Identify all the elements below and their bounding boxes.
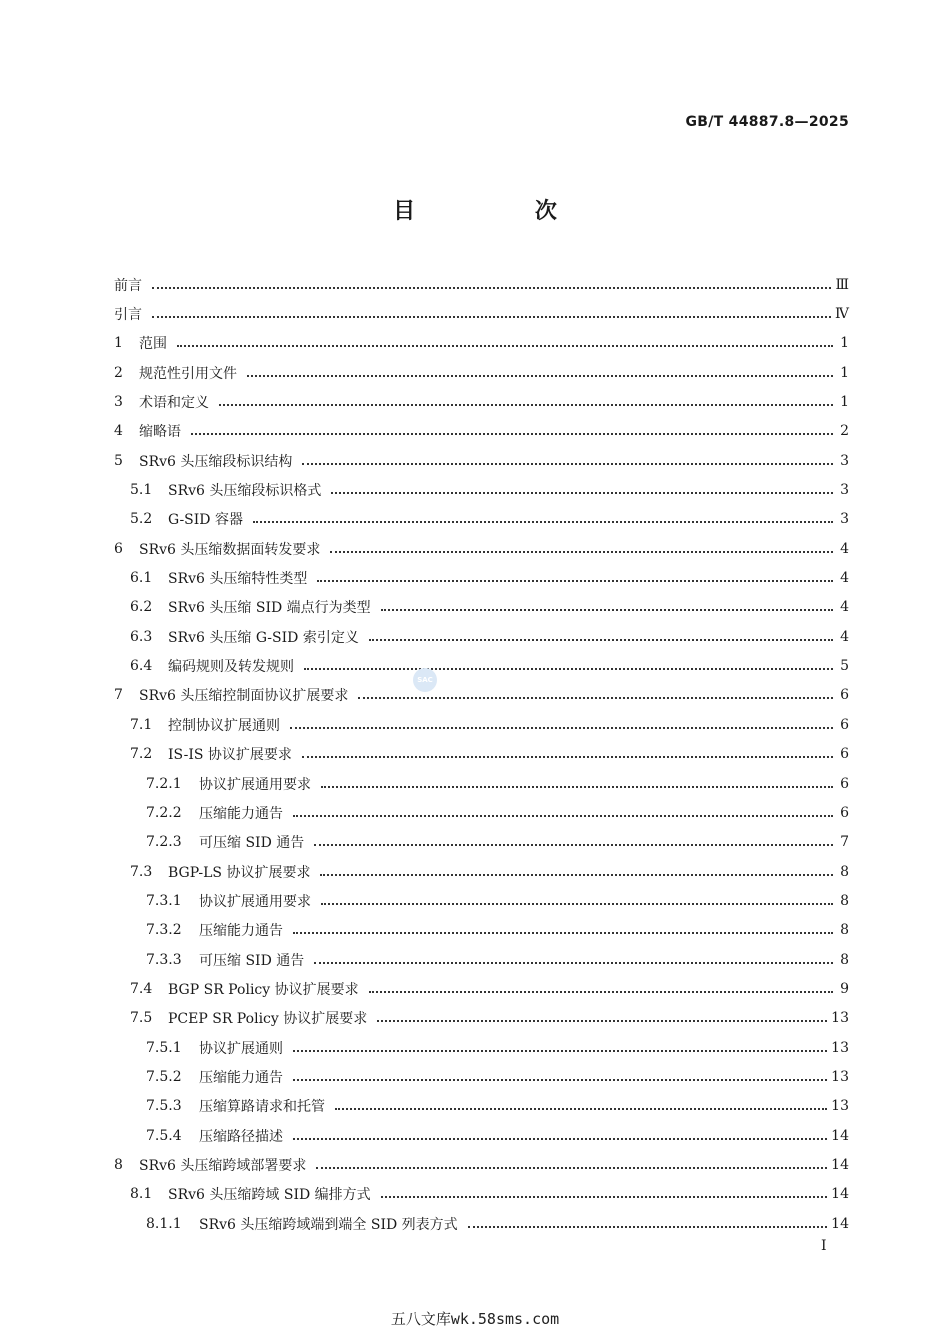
toc-entry[interactable] xyxy=(114,593,849,622)
toc-entry[interactable] xyxy=(114,1092,849,1121)
footer-source: 五八文库wk.58sms.com xyxy=(390,1310,560,1328)
toc-entry-page: 2 xyxy=(840,423,849,440)
toc-entry-number: 6.4 xyxy=(130,658,153,675)
standard-number: GB/T 44887.8—2025 xyxy=(685,114,849,130)
toc-entry-label: 协议扩展通用要求 xyxy=(199,776,311,793)
dot-leader xyxy=(321,903,833,905)
toc-entry-page: 13 xyxy=(831,1068,849,1085)
toc-entry-label: 控制协议扩展通则 xyxy=(168,717,280,734)
toc-entry-page: 3 xyxy=(840,511,849,528)
page-title: 目 次 xyxy=(393,199,613,224)
toc-entry-page: 4 xyxy=(840,628,849,645)
toc-entry[interactable] xyxy=(114,974,849,1003)
toc-entry-number: 7.4 xyxy=(130,980,153,997)
dot-leader xyxy=(152,316,831,318)
toc-entry[interactable] xyxy=(114,417,849,446)
toc-entry[interactable] xyxy=(114,329,849,358)
dot-leader xyxy=(316,1167,827,1169)
toc-entry-label: SRv6 头压缩控制面协议扩展要求 xyxy=(139,688,349,705)
toc-entry[interactable] xyxy=(114,916,849,945)
toc-entry-label: IS-IS 协议扩展要求 xyxy=(168,747,292,764)
toc-entry-label: SRv6 头压缩段标识格式 xyxy=(168,483,322,500)
toc-entry-page: 9 xyxy=(840,980,849,997)
toc-entry-number: 7.5.4 xyxy=(146,1127,182,1144)
page-number: Ⅰ xyxy=(821,1238,827,1254)
dot-leader xyxy=(247,375,833,377)
toc-entry[interactable] xyxy=(114,740,849,769)
toc-entry-label: SRv6 头压缩跨域部署要求 xyxy=(139,1157,307,1174)
toc-entry[interactable] xyxy=(114,1062,849,1091)
dot-leader xyxy=(293,1079,827,1081)
toc-entry-page: Ⅲ xyxy=(835,276,849,293)
toc-entry-page: 4 xyxy=(840,540,849,557)
toc-entry-label: SRv6 头压缩段标识结构 xyxy=(139,453,293,470)
dot-leader xyxy=(369,991,833,993)
toc-entry[interactable] xyxy=(114,681,849,710)
toc-entry-page: 6 xyxy=(840,687,849,704)
toc-entry[interactable] xyxy=(114,622,849,651)
toc-entry-label: SRv6 头压缩 G-SID 索引定义 xyxy=(168,629,359,646)
toc-entry[interactable] xyxy=(114,828,849,857)
toc-entry[interactable] xyxy=(114,563,849,592)
dot-leader xyxy=(253,521,833,523)
toc-entry-label: 引言 xyxy=(114,307,142,324)
dot-leader xyxy=(293,932,833,934)
toc-entry-number: 7.2.3 xyxy=(146,834,182,851)
toc-entry-number: 6 xyxy=(114,540,123,557)
toc-entry-label: G-SID 容器 xyxy=(168,512,243,529)
toc-entry-number: 7.2.2 xyxy=(146,804,182,821)
dot-leader xyxy=(293,1138,827,1140)
toc-entry-label: SRv6 头压缩 SID 端点行为类型 xyxy=(168,600,371,617)
dot-leader xyxy=(302,463,833,465)
toc-entry[interactable] xyxy=(114,651,849,680)
toc-entry[interactable] xyxy=(114,1004,849,1033)
toc-entry-label: 术语和定义 xyxy=(139,395,209,412)
toc-entry-number: 5 xyxy=(114,452,123,469)
dot-leader xyxy=(302,756,833,758)
dot-leader xyxy=(177,345,833,347)
toc-entry-number: 6.3 xyxy=(130,628,153,645)
toc-entry-label: SRv6 头压缩跨域端到端全 SID 列表方式 xyxy=(199,1216,458,1233)
toc-entry-page: 6 xyxy=(840,746,849,763)
dot-leader xyxy=(219,404,833,406)
toc-entry-page: 6 xyxy=(840,775,849,792)
dot-leader xyxy=(381,609,833,611)
toc-entry[interactable] xyxy=(114,387,849,416)
dot-leader xyxy=(331,492,833,494)
toc-entry-label: 前言 xyxy=(114,277,142,294)
toc-entry-label: 缩略语 xyxy=(139,424,181,441)
toc-entry[interactable] xyxy=(114,505,849,534)
toc-entry-number: 7.1 xyxy=(130,716,153,733)
toc-entry-number: 7.5.3 xyxy=(146,1098,182,1115)
toc-entry[interactable] xyxy=(114,299,849,328)
toc-entry-label: 编码规则及转发规则 xyxy=(168,659,294,676)
toc-entry[interactable] xyxy=(114,857,849,886)
toc-entry-number: 7.2.1 xyxy=(146,775,182,792)
toc-entry[interactable] xyxy=(114,534,849,563)
toc-entry-number: 7.3.1 xyxy=(146,892,182,909)
dot-leader xyxy=(314,962,833,964)
toc-entry-number: 6.1 xyxy=(130,570,153,587)
toc-entry-label: BGP-LS 协议扩展要求 xyxy=(168,864,311,881)
toc-entry-label: 协议扩展通则 xyxy=(199,1040,283,1057)
dot-leader xyxy=(321,786,833,788)
toc-entry-number: 4 xyxy=(114,423,123,440)
toc-entry-label: SRv6 头压缩数据面转发要求 xyxy=(139,541,321,558)
toc-entry-page: 1 xyxy=(840,394,849,411)
toc-entry-label: 压缩能力通告 xyxy=(199,1069,283,1086)
toc-entry-page: 14 xyxy=(831,1127,849,1144)
toc-entry-label: 规范性引用文件 xyxy=(139,365,237,382)
dot-leader xyxy=(320,874,833,876)
dot-leader xyxy=(330,551,833,553)
toc-entry-page: 13 xyxy=(831,1039,849,1056)
dot-leader xyxy=(293,1050,827,1052)
toc-entry-number: 8.1 xyxy=(130,1186,153,1203)
dot-leader xyxy=(468,1226,828,1228)
toc-entry-page: 8 xyxy=(840,892,849,909)
toc-entry-number: 7.2 xyxy=(130,746,153,763)
dot-leader xyxy=(377,1020,827,1022)
toc-entry[interactable] xyxy=(114,945,849,974)
toc-entry-label: 压缩算路请求和托管 xyxy=(199,1099,325,1116)
toc-entry-page: 1 xyxy=(840,364,849,381)
toc-entry[interactable] xyxy=(114,886,849,915)
toc-entry[interactable] xyxy=(114,1180,849,1209)
toc-entry-number: 3 xyxy=(114,394,123,411)
toc-entry-number: 7.5.1 xyxy=(146,1039,182,1056)
toc-entry-number: 8 xyxy=(114,1156,123,1173)
toc-entry-number: 7.5.2 xyxy=(146,1068,182,1085)
toc-entry-page: 13 xyxy=(831,1098,849,1115)
toc-entry-number: 7.3.2 xyxy=(146,922,182,939)
toc-entry-page: 6 xyxy=(840,716,849,733)
toc-entry-number: 8.1.1 xyxy=(146,1215,182,1232)
table-of-contents xyxy=(114,270,849,1238)
toc-entry-page: 8 xyxy=(840,863,849,880)
toc-entry-label: BGP SR Policy 协议扩展要求 xyxy=(168,981,359,998)
toc-entry-number: 1 xyxy=(114,335,123,352)
toc-entry-page: 14 xyxy=(831,1186,849,1203)
toc-entry-page: 3 xyxy=(840,452,849,469)
toc-entry-page: 5 xyxy=(840,658,849,675)
toc-entry[interactable] xyxy=(114,769,849,798)
toc-entry-page: 3 xyxy=(840,482,849,499)
toc-entry-number: 5.2 xyxy=(130,511,153,528)
toc-entry[interactable] xyxy=(114,1150,849,1179)
toc-entry-page: Ⅳ xyxy=(835,306,849,323)
toc-entry[interactable] xyxy=(114,798,849,827)
dot-leader xyxy=(317,580,833,582)
toc-entry-label: 协议扩展通用要求 xyxy=(199,893,311,910)
toc-entry-page: 7 xyxy=(840,834,849,851)
toc-entry-page: 13 xyxy=(831,1010,849,1027)
dot-leader xyxy=(290,727,833,729)
toc-entry[interactable] xyxy=(114,1121,849,1150)
toc-entry[interactable] xyxy=(114,446,849,475)
toc-entry-label: 可压缩 SID 通告 xyxy=(199,952,305,969)
toc-entry-page: 14 xyxy=(831,1215,849,1232)
toc-entry-label: 压缩路径描述 xyxy=(199,1128,283,1145)
toc-entry-label: 压缩能力通告 xyxy=(199,805,283,822)
toc-entry-page: 14 xyxy=(831,1156,849,1173)
toc-entry-label: 可压缩 SID 通告 xyxy=(199,835,305,852)
dot-leader xyxy=(369,639,833,641)
toc-entry-number: 2 xyxy=(114,364,123,381)
toc-entry-number: 5.1 xyxy=(130,482,153,499)
toc-entry[interactable] xyxy=(114,475,849,504)
dot-leader xyxy=(304,668,833,670)
dot-leader xyxy=(381,1196,828,1198)
toc-entry-label: 范围 xyxy=(139,336,167,353)
toc-entry[interactable] xyxy=(114,710,849,739)
toc-entry-number: 7 xyxy=(114,687,123,704)
toc-entry-page: 4 xyxy=(840,599,849,616)
toc-entry-page: 8 xyxy=(840,922,849,939)
toc-entry-page: 8 xyxy=(840,951,849,968)
watermark-logo: SAC xyxy=(413,668,437,692)
dot-leader xyxy=(358,697,833,699)
toc-entry-number: 7.3.3 xyxy=(146,951,182,968)
toc-entry[interactable] xyxy=(114,270,849,299)
toc-entry-number: 6.2 xyxy=(130,599,153,616)
dot-leader xyxy=(314,844,833,846)
toc-entry-label: 压缩能力通告 xyxy=(199,923,283,940)
toc-entry-page: 6 xyxy=(840,804,849,821)
toc-entry-number: 7.5 xyxy=(130,1010,153,1027)
dot-leader xyxy=(335,1108,827,1110)
dot-leader xyxy=(152,287,831,289)
toc-entry-label: SRv6 头压缩跨域 SID 编排方式 xyxy=(168,1187,371,1204)
dot-leader xyxy=(191,433,833,435)
toc-entry[interactable] xyxy=(114,358,849,387)
toc-entry[interactable] xyxy=(114,1033,849,1062)
toc-entry[interactable] xyxy=(114,1209,849,1238)
toc-entry-page: 1 xyxy=(840,335,849,352)
toc-entry-label: SRv6 头压缩特性类型 xyxy=(168,571,308,588)
toc-entry-label: PCEP SR Policy 协议扩展要求 xyxy=(168,1011,368,1028)
dot-leader xyxy=(293,815,833,817)
toc-entry-page: 4 xyxy=(840,570,849,587)
toc-entry-number: 7.3 xyxy=(130,863,153,880)
